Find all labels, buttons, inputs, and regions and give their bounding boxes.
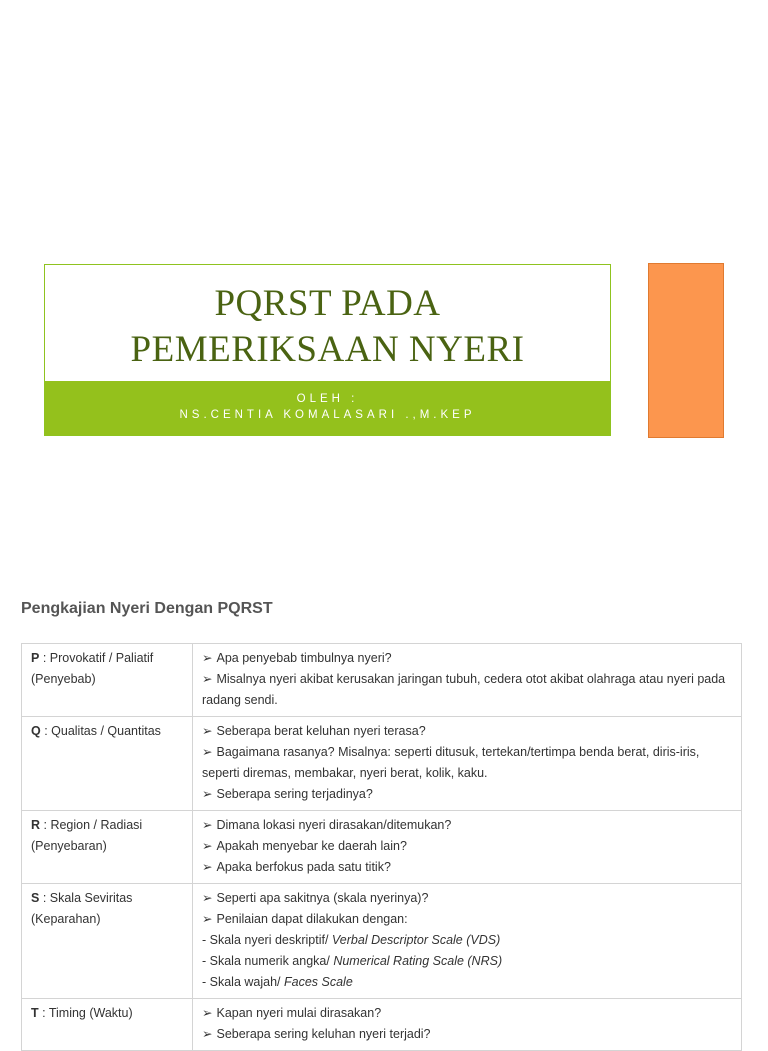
arrow-bullet-icon: ➢ [202, 1027, 213, 1041]
scale-prefix: - Skala numerik angka/ [202, 954, 334, 968]
table-row [22, 811, 742, 884]
scale-prefix: - Skala wajah/ [202, 975, 284, 989]
content-line: Apaka berfokus pada satu titik? [216, 860, 391, 874]
row-content-cell [193, 999, 742, 1051]
scale-prefix: - Skala nyeri deskriptif/ [202, 933, 332, 947]
row-content-cell [193, 811, 742, 884]
row-key-cell [22, 717, 193, 811]
key-label: : Qualitas / Quantitas [40, 724, 161, 738]
key-label: : Provokatif / Paliatif [39, 651, 154, 665]
scale-item [202, 972, 732, 993]
scale-name: Faces Scale [283, 975, 353, 989]
row-content-cell [193, 717, 742, 811]
row-key-cell [22, 644, 193, 717]
section-heading: Pengkajian Nyeri Dengan PQRST [21, 600, 273, 617]
subtitle-line-2: NS.CENTIA KOMALASARI .,M.KEP [179, 409, 476, 421]
arrow-bullet-icon: ➢ [202, 787, 213, 801]
key-label: : Timing (Waktu) [38, 1006, 133, 1020]
row-content-cell [193, 884, 742, 999]
scale-item [202, 930, 732, 951]
subtitle-band [45, 381, 610, 435]
slide-title [45, 281, 610, 373]
key-sublabel: (Keparahan) [31, 912, 101, 926]
scale-name: Numerical Rating Scale (NRS) [333, 954, 503, 968]
arrow-bullet-icon: ➢ [202, 672, 213, 686]
slide-title-line-1: PQRST PADA [214, 283, 441, 324]
content-line: Penilaian dapat dilakukan dengan: [216, 912, 408, 926]
table-row [22, 644, 742, 717]
content-line: Apakah menyebar ke daerah lain? [216, 839, 407, 853]
arrow-bullet-icon: ➢ [202, 891, 213, 905]
scale-name: Verbal Descriptor Scale (VDS) [331, 933, 501, 947]
content-line: Seberapa berat keluhan nyeri terasa? [216, 724, 426, 738]
decorative-orange-block [648, 263, 724, 438]
arrow-bullet-icon: ➢ [202, 1006, 213, 1020]
content-line: Apa penyebab timbulnya nyeri? [216, 651, 392, 665]
content-line: Misalnya nyeri akibat kerusakan jaringan tubuh, cedera otot akibat olahraga atau nyeri pada radang sendi. [202, 672, 726, 707]
arrow-bullet-icon: ➢ [202, 651, 213, 665]
table-row [22, 717, 742, 811]
key-letter: T [31, 1006, 39, 1020]
row-key-cell [22, 811, 193, 884]
arrow-bullet-icon: ➢ [202, 839, 213, 853]
table-row [22, 999, 742, 1051]
row-key-cell [22, 999, 193, 1051]
content-line: Seberapa sering keluhan nyeri terjadi? [216, 1027, 431, 1041]
content-line: Dimana lokasi nyeri dirasakan/ditemukan? [216, 818, 452, 832]
content-line: Seperti apa sakitnya (skala nyerinya)? [216, 891, 429, 905]
arrow-bullet-icon: ➢ [202, 818, 213, 832]
content-line: Seberapa sering terjadinya? [216, 787, 373, 801]
arrow-bullet-icon: ➢ [202, 860, 213, 874]
key-letter: R [31, 818, 41, 832]
content-line: Bagaimana rasanya? Misalnya: seperti ditusuk, tertekan/tertimpa benda berat, diris-iris, seperti diremas, membakar, nyeri berat, kolik, kaku. [202, 745, 700, 780]
subtitle-line-1: OLEH : [296, 393, 359, 405]
row-content-cell [193, 644, 742, 717]
arrow-bullet-icon: ➢ [202, 724, 213, 738]
arrow-bullet-icon: ➢ [202, 912, 213, 926]
scale-item [202, 951, 732, 972]
arrow-bullet-icon: ➢ [202, 745, 213, 759]
title-slide [44, 264, 611, 436]
slide-title-line-2: PEMERIKSAAN NYERI [130, 329, 525, 370]
key-sublabel: (Penyebab) [31, 672, 96, 686]
key-letter: S [31, 891, 40, 905]
content-line: Kapan nyeri mulai dirasakan? [216, 1006, 382, 1020]
key-label: : Skala Seviritas [39, 891, 133, 905]
pqrst-table [21, 643, 742, 1051]
table-row [22, 884, 742, 999]
key-letter: Q [31, 724, 41, 738]
key-letter: P [31, 651, 40, 665]
key-label: : Region / Radiasi [40, 818, 143, 832]
key-sublabel: (Penyebaran) [31, 839, 107, 853]
row-key-cell [22, 884, 193, 999]
